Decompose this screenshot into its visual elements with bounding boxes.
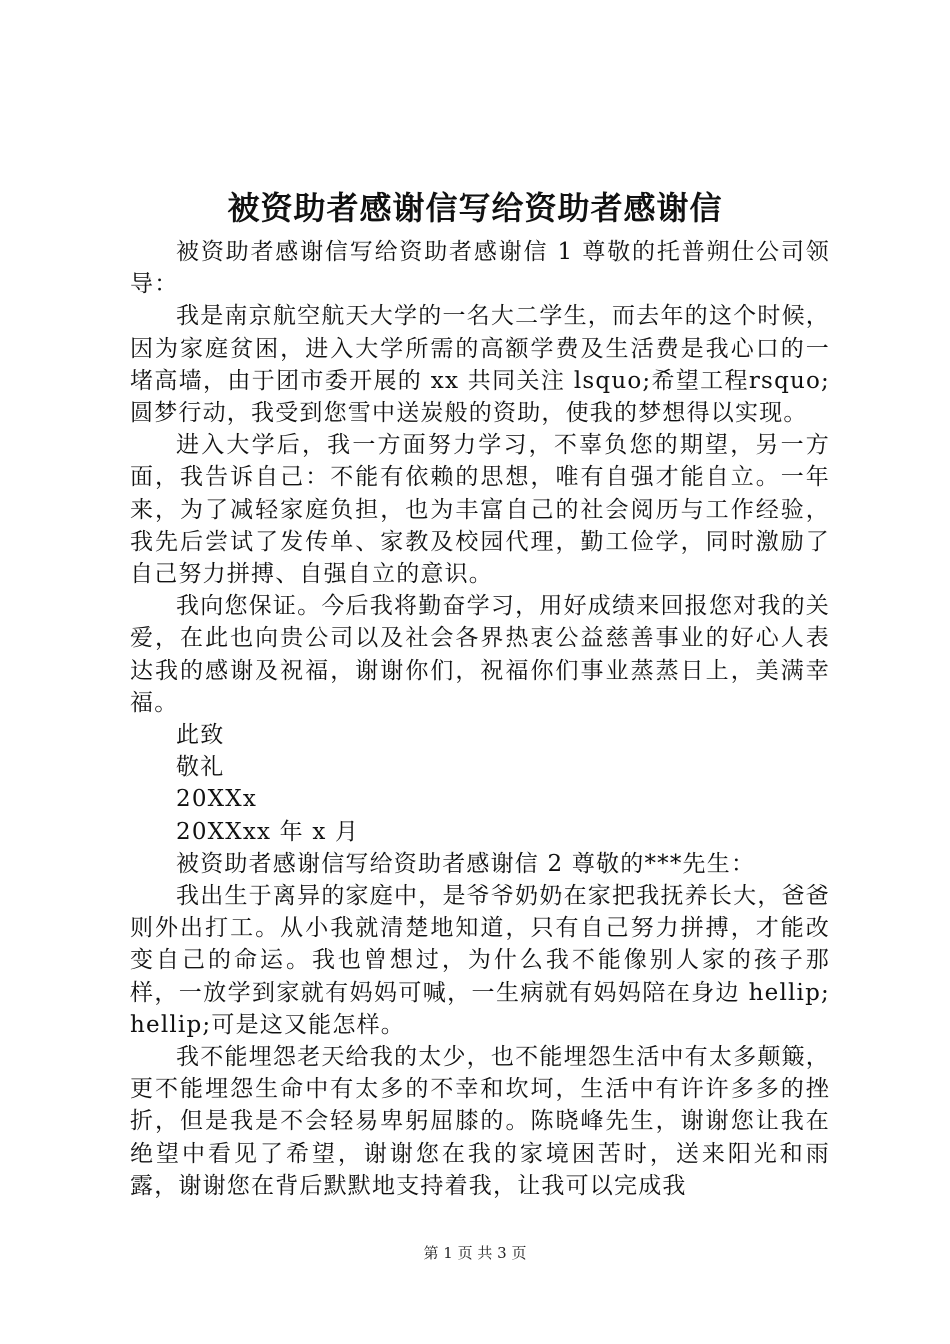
closing-line: 此致 [176,722,225,749]
paragraph: 被资助者感谢信写给资助者感谢信 1 尊敬的托普朔仕公司领导： [130,239,830,298]
closing-line: 20XXxx 年 x 月 [176,818,360,845]
paragraph: 我出生于离异的家庭中，是爷爷奶奶在家把我抚养长大，爸爸则外出打工。从小我就清楚地知道，只有自己努力拼搏，才能改变自己的命运。我也曾想过，为什么我不能像别人家的孩子那样，一放学到家就有妈妈可喊，一生病就有妈妈陪在身边 hellip;hellip;可是这又能怎样。 [130,883,830,1038]
paragraph: 我不能埋怨老天给我的太少，也不能埋怨生活中有太多颠簸，更不能埋怨生命中有太多的不幸和坎坷，生活中有许许多多的挫折，但是我是不会轻易卑躬屈膝的。陈晓峰先生，谢谢您让我在绝望中看见了希望，谢谢您在我的家境困苦时，送来阳光和雨露，谢谢您在背后默默地支持着我，让我可以完成我 [130,1044,830,1199]
document-body [130,236,830,1202]
page-footer: 第 1 页 共 3 页 [423,1244,527,1262]
letter-2-heading: 被资助者感谢信写给资助者感谢信 2 尊敬的***先生： [176,850,756,877]
closing-line: 敬礼 [176,754,225,781]
closing-line: 20XXx [176,786,257,813]
paragraph: 我向您保证。今后我将勤奋学习，用好成绩来回报您对我的关爱，在此也向贵公司以及社会各界热衷公益慈善事业的好心人表达我的感谢及祝福，谢谢你们，祝福你们事业蒸蒸日上，美满幸福。 [130,593,830,716]
paragraph: 进入大学后，我一方面努力学习，不辜负您的期望，另一方面，我告诉自己：不能有依赖的思想，唯有自强才能自立。一年来，为了减轻家庭负担，也为丰富自己的社会阅历与工作经验，我先后尝试了发传单、家教及校园代理，勤工俭学，同时激励了自己努力拼搏、自强自立的意识。 [130,432,830,588]
paragraph: 我是南京航空航天大学的一名大二学生，而去年的这个时候，因为家庭贫困，进入大学所需的高额学费及生活费是我心口的一堵高墙，由于团市委开展的 xx 共同关注 lsquo;希望工程rsquo;圆梦行动，我受到您雪中送炭般的资助，使我的梦想得以实现。 [130,303,830,427]
document-title: 被资助者感谢信写给资助者感谢信 [227,189,723,227]
